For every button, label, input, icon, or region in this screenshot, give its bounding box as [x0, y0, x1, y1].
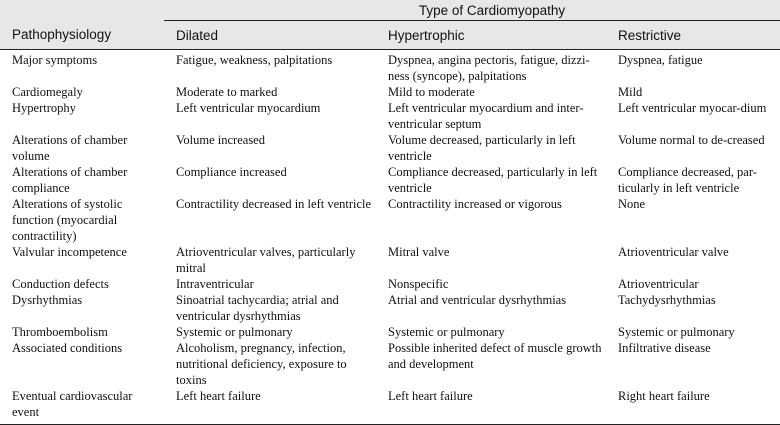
row-label: Cardiomegaly: [12, 85, 83, 99]
table-row: [0, 50, 780, 85]
row-label: Alterations of chamber volume: [12, 133, 128, 163]
table-row: [0, 164, 780, 196]
cell-restrictive: Atrioventricular valve: [618, 245, 729, 259]
cell-restrictive: Left ventricular myocar-dium: [618, 101, 767, 115]
row-label: Dysrhythmias: [12, 293, 83, 307]
cell-hypertrophic: Nonspecific: [388, 277, 449, 291]
table-row: [0, 84, 780, 100]
table-row: [0, 276, 780, 292]
row-label: Thromboembolism: [12, 325, 108, 339]
cell-restrictive: None: [618, 197, 646, 211]
column-header-hypertrophic: Hypertrophic: [376, 21, 606, 50]
cell-dilated: Intraventricular: [176, 277, 254, 291]
cell-restrictive: Volume normal to de-creased: [618, 133, 765, 147]
row-label: Associated conditions: [12, 341, 123, 355]
row-label: Alterations of chamber compliance: [12, 165, 128, 195]
table-row: [0, 388, 780, 425]
cell-dilated: Volume increased: [176, 133, 265, 147]
cell-dilated: Left ventricular myocardium: [176, 101, 321, 115]
cell-hypertrophic: Dyspnea, angina pectoris, fatigue, dizzi-ness (syncope), palpitations: [388, 53, 590, 83]
cell-dilated: Alcoholism, pregnancy, infection, nutritional deficiency, exposure to toxins: [176, 341, 347, 387]
row-label: Alterations of systolic function (myocardial contractility): [12, 197, 123, 243]
cell-hypertrophic: Atrial and ventricular dysrhythmias: [388, 293, 567, 307]
cell-hypertrophic: Possible inherited defect of muscle growth and development: [388, 341, 602, 371]
cell-restrictive: Compliance decreased, par-ticularly in left ventricle: [618, 165, 757, 195]
table-header: [0, 0, 780, 50]
table-row: [0, 340, 780, 388]
cell-dilated: Fatigue, weakness, palpitations: [176, 53, 333, 67]
cell-dilated: Atrioventricular valves, particularly mitral: [176, 245, 356, 275]
cell-dilated: Compliance increased: [176, 165, 287, 179]
cell-hypertrophic: Volume decreased, particularly in left ventricle: [388, 133, 576, 163]
cell-restrictive: Tachydysrhythmias: [618, 293, 716, 307]
cell-hypertrophic: Mitral valve: [388, 245, 450, 259]
cell-restrictive: Mild: [618, 85, 643, 99]
cell-restrictive: Infiltrative disease: [618, 341, 711, 355]
cell-dilated: Moderate to marked: [176, 85, 278, 99]
table-row: [0, 244, 780, 276]
cell-restrictive: Atrioventricular: [618, 277, 699, 291]
column-header-pathophysiology: Pathophysiology: [0, 21, 164, 50]
cell-dilated: Left heart failure: [164, 388, 376, 425]
cell-hypertrophic: Contractility increased or vigorous: [388, 197, 562, 211]
cell-restrictive: Systemic or pulmonary: [618, 325, 735, 339]
cell-restrictive: Dyspnea, fatigue: [618, 53, 703, 67]
row-label: Major symptoms: [12, 53, 98, 67]
column-header-restrictive: Restrictive: [606, 21, 780, 50]
table-row: [0, 324, 780, 340]
group-title: Type of Cardiomyopathy: [418, 2, 566, 18]
cell-dilated: Systemic or pulmonary: [176, 325, 293, 339]
cell-hypertrophic: Mild to moderate: [388, 85, 475, 99]
column-header-dilated: Dilated: [164, 21, 376, 50]
table-body: [0, 50, 780, 425]
cell-hypertrophic: Compliance decreased, particularly in left ventricle: [388, 165, 598, 195]
header-spacer: [0, 0, 164, 21]
cell-hypertrophic: Left heart failure: [376, 388, 606, 425]
cell-dilated: Sinoatrial tachycardia; atrial and ventricular dysrhythmias: [176, 293, 339, 323]
table-row: [0, 292, 780, 324]
table-row: [0, 196, 780, 244]
table-row: [0, 100, 780, 132]
row-label: Eventual cardiovascular event: [0, 388, 164, 425]
cell-hypertrophic: Systemic or pulmonary: [388, 325, 505, 339]
row-label: Hypertrophy: [12, 101, 76, 115]
table-row: [0, 132, 780, 164]
cell-restrictive: Right heart failure: [606, 388, 780, 425]
row-label: Conduction defects: [12, 277, 109, 291]
group-header-cell: [164, 0, 780, 21]
row-label: Valvular incompetence: [12, 245, 127, 259]
cell-hypertrophic: Left ventricular myocardium and inter-ventricular septum: [388, 101, 584, 131]
cell-dilated: Contractility decreased in left ventricle: [176, 197, 372, 211]
